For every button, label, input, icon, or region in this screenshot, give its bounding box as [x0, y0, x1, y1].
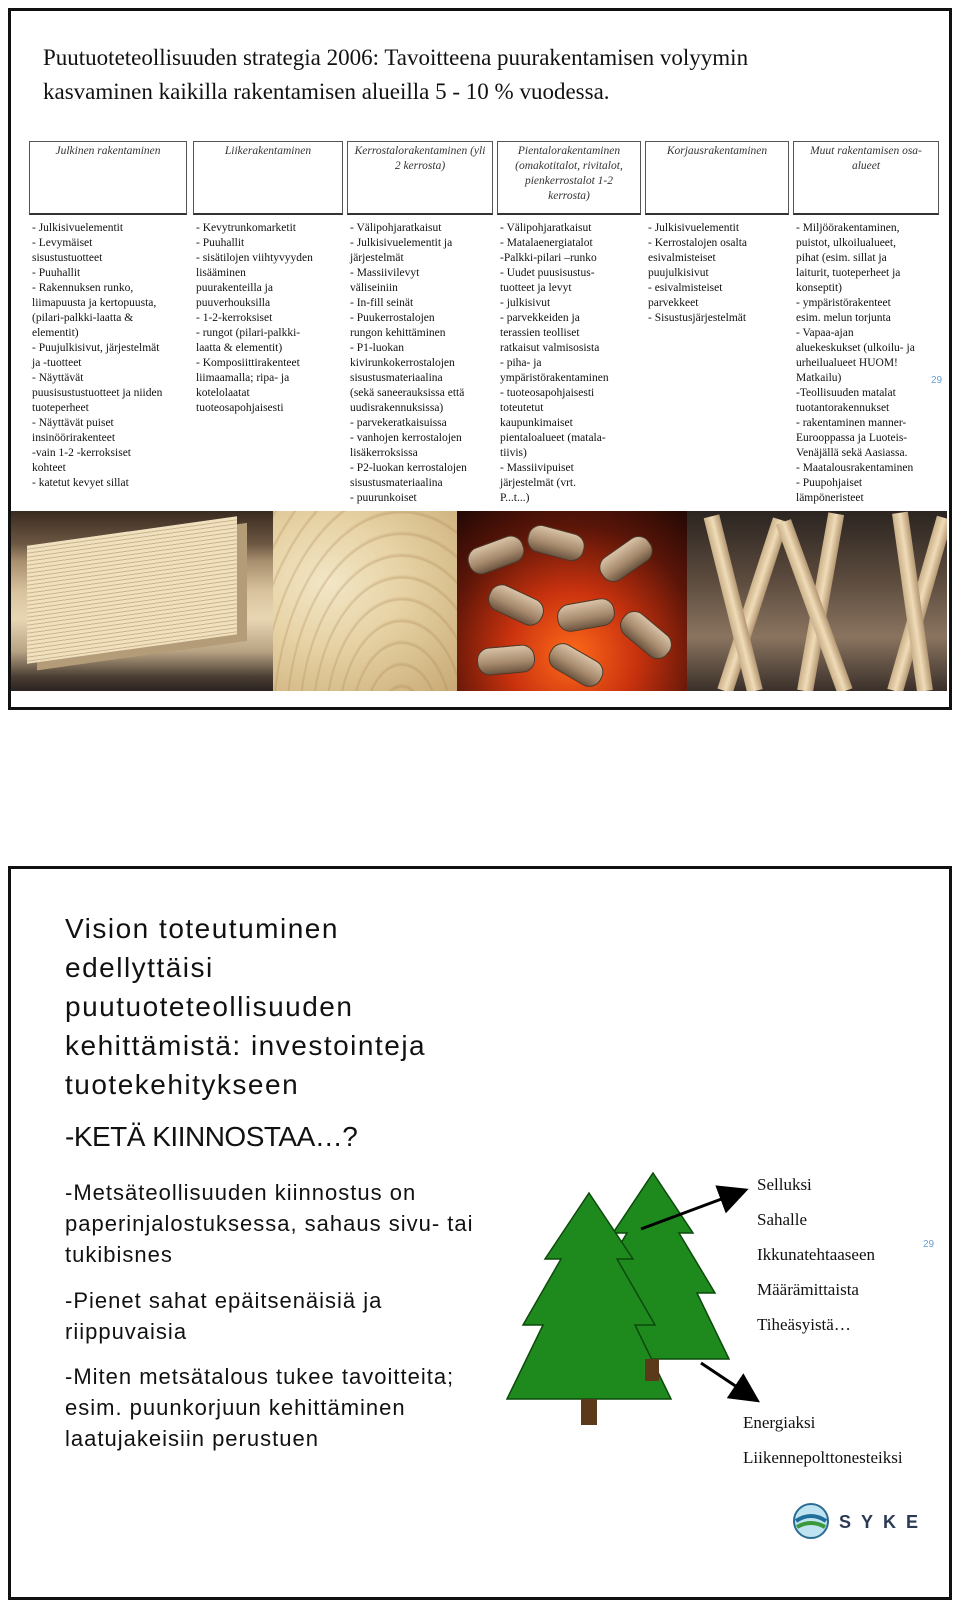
column-renovation	[645, 141, 789, 511]
column-header: Korjausrakentaminen	[645, 141, 789, 215]
list-item: - Kevytrunkomarketit	[196, 222, 296, 234]
list-item: tuotantorakennukset	[796, 402, 890, 414]
bullet-line: paperinjalostuksessa, sahaus sivu- tai	[65, 1211, 474, 1236]
column-apartment	[347, 141, 493, 511]
list-item: Ikkunatehtaaseen	[757, 1245, 875, 1264]
list-item: - Massiivipuiset	[500, 462, 574, 474]
bullet-line: esim. puunkorjuun kehittäminen	[65, 1395, 406, 1420]
wood-grain-photo	[273, 511, 457, 691]
list-item: - piha- ja	[500, 357, 542, 369]
column-small-house	[497, 141, 641, 511]
list-item: - vanhojen kerrostalojen	[350, 432, 462, 444]
pellet	[524, 522, 587, 564]
syke-logo-text: SYKE	[839, 1512, 929, 1532]
pellet	[615, 606, 677, 665]
list-item: tiivis)	[500, 447, 527, 459]
list-item: (sekä saneerauksissa että	[350, 387, 465, 399]
list-item: elementit)	[32, 327, 79, 339]
list-item: puusisustustuotteet ja niiden	[32, 387, 163, 399]
column-body	[347, 215, 493, 506]
list-item: tuotteet ja levyt	[500, 282, 572, 294]
list-item: puistot, ulkoilualueet,	[796, 237, 896, 249]
bullet-forest-industry	[65, 1177, 535, 1270]
column-body	[29, 215, 187, 491]
list-item: - Puukerrostalojen	[350, 312, 435, 324]
list-item: Selluksi	[757, 1175, 812, 1194]
list-item: lisääminen	[196, 267, 246, 279]
list-item: Energiaksi	[743, 1413, 816, 1432]
vision-line: tuotekehitykseen	[65, 1069, 300, 1100]
list-item: - Julkisivuelementit ja	[350, 237, 453, 249]
list-item: - Puuhallit	[32, 267, 81, 279]
bullet-line: laatujakeisiin perustuen	[65, 1426, 319, 1451]
column-header: Pientalorakentaminen (omakotitalot, rivitalot, pienkerrostalot 1-2 kerrosta)	[497, 141, 641, 215]
list-item: -Palkki-pilari –runko	[500, 252, 597, 264]
list-item: ratkaisut valmisosista	[500, 342, 600, 354]
bullet-line: riippuvaisia	[65, 1319, 188, 1344]
list-item: - Julkisivuelementit	[648, 222, 740, 234]
list-item: - Puupohjaiset	[796, 477, 863, 489]
list-item: -vain 1-2 -kerroksiset	[32, 447, 131, 459]
list-item: Venäjällä sekä Aasiassa.	[796, 447, 908, 459]
wood-grain-texture	[273, 511, 457, 691]
pellet	[464, 532, 528, 578]
title-line-2: kasvaminen kaikilla rakentamisen alueilla 5 - 10 % vuodessa.	[43, 79, 610, 104]
list-item: (pilari-palkki-laatta &	[32, 312, 134, 324]
vision-line: edellyttäisi	[65, 952, 214, 983]
list-item: ja -tuotteet	[32, 357, 82, 369]
list-item: parvekkeet	[648, 297, 699, 309]
list-item: esim. melun torjunta	[796, 312, 891, 324]
list-item: pientaloalueet (matala-	[500, 432, 606, 444]
bullet-line: tukibisnes	[65, 1242, 173, 1267]
list-item: Tiheäsyistä…	[757, 1315, 851, 1334]
list-item: - Välipohjaratkaisut	[500, 222, 592, 234]
vision-heading	[65, 909, 525, 1104]
list-item: järjestelmät (vrt.	[500, 477, 576, 489]
syke-logo	[791, 1501, 941, 1545]
timber-columns-photo	[687, 511, 947, 691]
list-item: - rungot (pilari-palkki-	[196, 327, 301, 339]
list-item: puujulkisivut	[648, 267, 709, 279]
bullet-line: -Pienet sahat epäitsenäisiä ja	[65, 1288, 383, 1313]
list-item: tuoteosapohjaisesti	[196, 402, 284, 414]
list-item: P...t...)	[500, 492, 530, 504]
column-header: Kerrostalorakentaminen (yli 2 kerrosta)	[347, 141, 493, 215]
list-item: tuoteperheet	[32, 402, 89, 414]
list-item: - tuoteosapohjaisesti	[500, 387, 595, 399]
list-item: Liikennepolttonesteiksi	[743, 1448, 903, 1467]
list-item: urheilualueet HUOM!	[796, 357, 898, 369]
list-item: Matkailu)	[796, 372, 842, 384]
list-item: laatta & elementit)	[196, 342, 283, 354]
bullet-small-sawmills	[65, 1285, 535, 1347]
list-item: laiturit, tuoteperheet ja	[796, 267, 901, 279]
list-item: Määrämittaista	[757, 1280, 859, 1299]
column-body	[193, 215, 343, 416]
list-item: sisustusmateriaalina	[350, 372, 443, 384]
column-commercial	[193, 141, 343, 511]
list-item: - julkisivut	[500, 297, 551, 309]
list-item: puurakenteilla ja	[196, 282, 273, 294]
bullet-line: -Metsäteollisuuden kiinnostus on	[65, 1180, 417, 1205]
list-item: - sisätilojen viihtyvyyden	[196, 252, 313, 264]
column-header: Julkinen rakentaminen	[29, 141, 187, 215]
list-item: sisustusmateriaalina	[350, 477, 443, 489]
list-item: - Maatalousrakentaminen	[796, 462, 914, 474]
column-body	[645, 215, 789, 326]
list-item: uudisrakennuksissa)	[350, 402, 444, 414]
wood-uses-list	[757, 1167, 875, 1342]
list-item: - esivalmisteiset	[648, 282, 723, 294]
list-item: - puurunkoiset	[350, 492, 417, 504]
list-item: rungon kehittäminen	[350, 327, 446, 339]
slide-strategy	[8, 8, 952, 710]
plywood-stack-photo	[11, 511, 273, 691]
list-item: - Vapaa-ajan	[796, 327, 854, 339]
list-item: - parvekeratkaisuissa	[350, 417, 447, 429]
list-item: - Matalaenergiatalot	[500, 237, 593, 249]
list-item: -Teollisuuden matalat	[796, 387, 896, 399]
list-item: - rakentaminen manner-	[796, 417, 907, 429]
list-item: pihat (esim. sillat ja	[796, 252, 887, 264]
question-heading: -KETÄ KIINNOSTAA…?	[65, 1121, 358, 1152]
tree-trunk	[645, 1359, 659, 1381]
list-item: - ympäristörakenteet	[796, 297, 891, 309]
list-item: puuverhouksilla	[196, 297, 271, 309]
vision-line: Vision toteutuminen	[65, 913, 339, 944]
list-item: konseptit)	[796, 282, 842, 294]
list-item: - Massiivilevyt	[350, 267, 420, 279]
column-header: Muut rakentamisen osa-alueet	[793, 141, 939, 215]
slide-number: 29	[931, 375, 943, 386]
bullet-forestry	[65, 1361, 535, 1454]
list-item: terassien teolliset	[500, 327, 580, 339]
list-item: liimaamalla; ripa- ja	[196, 372, 290, 384]
list-item: esivalmisteiset	[648, 252, 716, 264]
list-item: - Komposiittirakenteet	[196, 357, 300, 369]
vision-line: kehittämistä: investointeja	[65, 1030, 427, 1061]
syke-globe-icon	[791, 1501, 831, 1541]
bullet-line: -Miten metsätalous tukee tavoitteita;	[65, 1364, 455, 1389]
pellet	[555, 596, 617, 634]
list-item: - 1-2-kerroksiset	[196, 312, 273, 324]
column-other	[793, 141, 939, 511]
list-item: insinöörirakenteet	[32, 432, 116, 444]
list-item: ympäristörakentaminen	[500, 372, 609, 384]
list-item: kotelolaatat	[196, 387, 250, 399]
list-item: Sahalle	[757, 1210, 808, 1229]
list-item: - Miljöörakentaminen,	[796, 222, 900, 234]
list-item: - Välipohjaratkaisut	[350, 222, 442, 234]
list-item: kohteet	[32, 462, 66, 474]
spruce-trees-icon	[493, 1163, 733, 1433]
list-item: lisäkerroksissa	[350, 447, 418, 459]
list-item: - Julkisivuelementit	[32, 222, 124, 234]
slide-title	[43, 41, 923, 109]
column-body	[497, 215, 641, 506]
list-item: - Sisustusjärjestelmät	[648, 312, 747, 324]
list-item: - parvekkeiden ja	[500, 312, 580, 324]
list-item: - Rakennuksen runko,	[32, 282, 134, 294]
list-item: - Puuhallit	[196, 237, 245, 249]
plywood-stack	[27, 516, 237, 664]
column-body	[793, 215, 939, 506]
list-item: - In-fill seinät	[350, 297, 414, 309]
list-item: Eurooppassa ja Luoteis-	[796, 432, 908, 444]
list-item: - Levymäiset	[32, 237, 93, 249]
list-item: väliseiniin	[350, 282, 398, 294]
pellet	[544, 638, 608, 691]
list-item: järjestelmät	[350, 252, 404, 264]
list-item: - P1-luokan	[350, 342, 404, 354]
list-item: - P2-luokan kerrostalojen	[350, 462, 467, 474]
tree-trunk	[581, 1399, 597, 1425]
list-item: aluekeskukset (ulkoilu- ja	[796, 342, 915, 354]
list-item: - Kerrostalojen osalta	[648, 237, 747, 249]
list-item: liimapuusta ja kertopuusta,	[32, 297, 157, 309]
list-item: - Puujulkisivut, järjestelmät	[32, 342, 160, 354]
slide-vision	[8, 866, 952, 1600]
pellet	[594, 531, 658, 587]
list-item: - Näyttävät	[32, 372, 84, 384]
pellet	[476, 644, 536, 677]
strategy-table	[29, 141, 941, 511]
slide-number: 29	[923, 1239, 935, 1250]
list-item: toteutetut	[500, 402, 544, 414]
list-item: kaupunkimaiset	[500, 417, 573, 429]
pellet	[484, 580, 548, 630]
list-item: lämpöneristeet	[796, 492, 864, 504]
column-public	[29, 141, 187, 511]
column-header: Liikerakentaminen	[193, 141, 343, 215]
title-line-1: Puutuoteteollisuuden strategia 2006: Tavoitteena puurakentamisen volyymin	[43, 45, 749, 70]
energy-uses-list	[743, 1405, 903, 1475]
list-item: kivirunkokerrostalojen	[350, 357, 455, 369]
list-item: - Näyttävät puiset	[32, 417, 114, 429]
wood-pellets-photo	[457, 511, 687, 691]
vision-line: puutuoteteollisuuden	[65, 991, 354, 1022]
list-item: - katetut kevyet sillat	[32, 477, 129, 489]
list-item: - Uudet puusisustus-	[500, 267, 595, 279]
list-item: sisustustuotteet	[32, 252, 103, 264]
